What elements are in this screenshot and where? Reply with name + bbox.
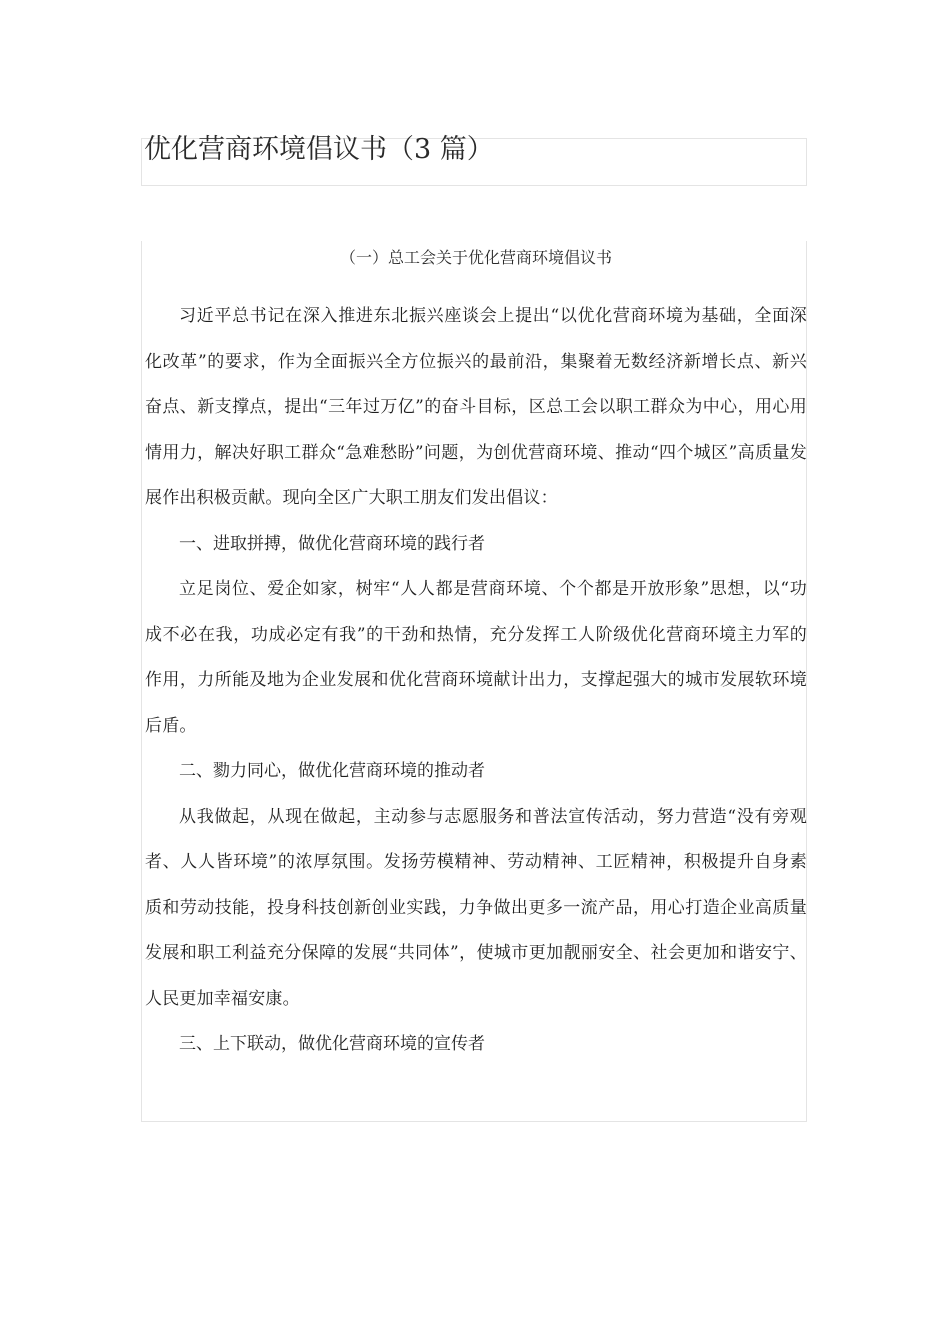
heading-one: 一、进取拼搏，做优化营商环境的践行者: [179, 533, 485, 554]
paragraph-two: 从我做起，从现在做起，主动参与志愿服务和普法宣传活动，努力营造“没有旁观者、人人皆环境”的浓厚氛围。发扬劳模精神、劳动精神、工匠精神，积极提升自身素质和劳动技能，投身科技创新创业实践，力争做出更多一流产品，用心打造企业高质量发展和职工利益充分保障的发展“共同体”，使城市更加靓丽安全、社会更加和谐安宁、人民更加幸福安康。: [145, 806, 807, 1009]
heading-two: 二、勠力同心，做优化营商环境的推动者: [179, 761, 485, 781]
document-title: 优化营商环境倡议书（3 篇）: [144, 134, 494, 165]
section-title: （一）总工会关于优化营商环境倡议书: [339, 248, 612, 267]
document-body: [145, 241, 807, 1068]
body-frame: [141, 241, 807, 1122]
paragraph-one: 立足岗位、爱企如家，树牢“人人都是营商环境、个个都是开放形象”思想，以“功成不必在我，功成必定有我”的干劲和热情，充分发挥工人阶级优化营商环境主力军的作用，力所能及地为企业发展和优化营商环境献计出力，支撑起强大的城市发展软环境后盾。: [145, 579, 807, 736]
heading-three: 三、上下联动，做优化营商环境的宣传者: [179, 1034, 485, 1054]
title-frame: [141, 134, 807, 186]
paragraph-intro: 习近平总书记在深入推进东北振兴座谈会上提出“以优化营商环境为基础，全面深化改革”的要求，作为全面振兴全方位振兴的最前沿，集聚着无数经济新增长点、新兴奋点、新支撑点，提出“三年过万亿”的奋斗目标，区总工会以职工群众为中心，用心用情用力，解决好职工群众“急难愁盼”问题，为创优营商环境、推动“四个城区”高质量发展作出积极贡献。现向全区广大职工朋友们发出倡议：: [145, 306, 807, 508]
